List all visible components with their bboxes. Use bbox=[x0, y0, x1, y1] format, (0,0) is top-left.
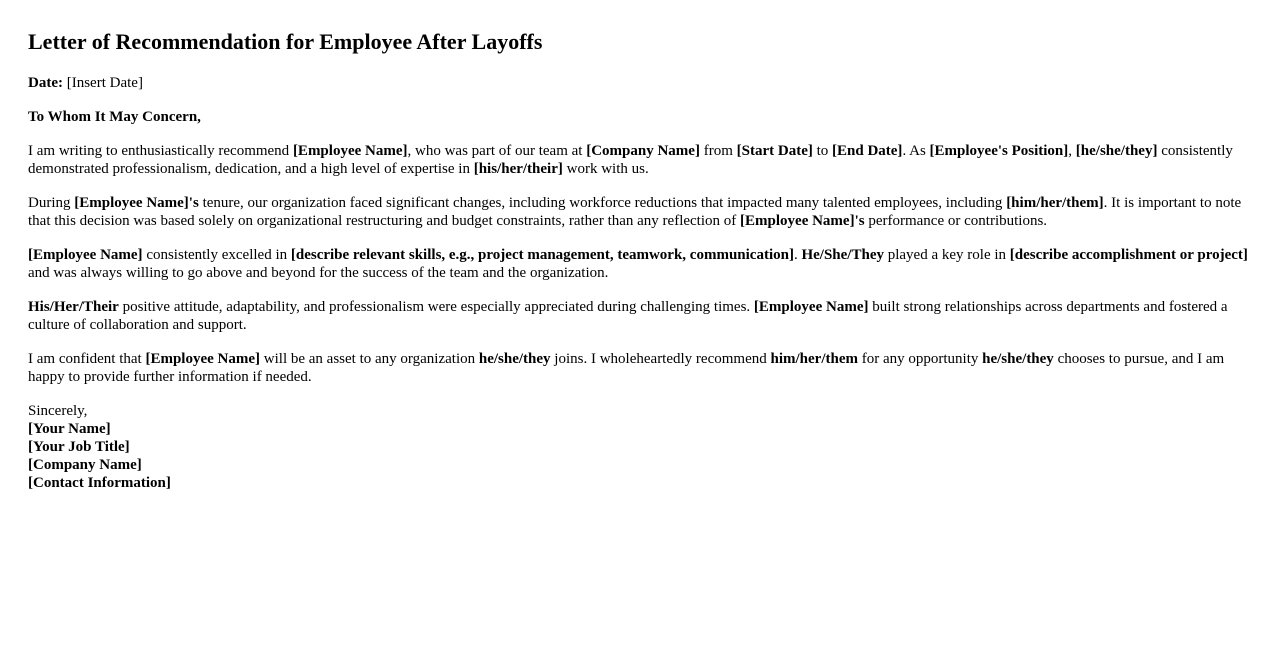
body-paragraph bbox=[28, 350, 1250, 386]
signer-contact: [Contact Information] bbox=[28, 475, 171, 491]
body-text: from bbox=[699, 143, 737, 159]
body-text: will be an asset to any organization bbox=[260, 351, 479, 367]
body-text: for any opportunity bbox=[857, 351, 983, 367]
date-value: [Insert Date] bbox=[62, 75, 143, 91]
body-text: work with us. bbox=[562, 161, 649, 177]
body-text: . As bbox=[902, 143, 930, 159]
body-text: joins. I wholeheartedly recommend bbox=[550, 351, 771, 367]
body-text: , bbox=[1068, 143, 1076, 159]
body-text: . bbox=[793, 247, 802, 263]
placeholder-text: [Employee Name] bbox=[28, 247, 143, 263]
placeholder-text: [his/her/their] bbox=[473, 161, 563, 177]
letter-document bbox=[28, 28, 1250, 492]
body-text: and was always willing to go above and beyond for the success of the team and the organization. bbox=[28, 265, 609, 281]
placeholder-text: His/Her/Their bbox=[28, 299, 119, 315]
letter-body bbox=[28, 142, 1250, 386]
placeholder-text: [End Date] bbox=[832, 143, 903, 159]
date-line bbox=[28, 74, 1250, 92]
body-text: played a key role in bbox=[883, 247, 1010, 263]
placeholder-text: [him/her/them] bbox=[1006, 195, 1104, 211]
body-text: consistently excelled in bbox=[142, 247, 291, 263]
signer-company: [Company Name] bbox=[28, 457, 142, 473]
body-text: positive attitude, adaptability, and professionalism were especially appreciated during challenging times. bbox=[118, 299, 754, 315]
body-text: to bbox=[812, 143, 833, 159]
date-label: Date: bbox=[28, 75, 63, 91]
placeholder-text: [Employee Name] bbox=[753, 299, 869, 315]
body-text: During bbox=[28, 195, 75, 211]
placeholder-text: [Employee Name] bbox=[145, 351, 261, 367]
body-text: I am writing to enthusiastically recommend bbox=[28, 143, 293, 159]
placeholder-text: [Employee's Position] bbox=[929, 143, 1069, 159]
letter-title: Letter of Recommendation for Employee After Layoffs bbox=[28, 29, 543, 54]
body-text: tenure, our organization faced significant changes, including workforce reductions that impacted many talented employees, including bbox=[198, 195, 1007, 211]
placeholder-text: He/She/They bbox=[801, 247, 884, 263]
body-paragraph bbox=[28, 142, 1250, 178]
body-text: consistently demonstrated professionalism, dedication, and a high level of expertise in bbox=[28, 143, 1233, 177]
body-text: built strong relationships across departments and fostered a culture of collaboration and support. bbox=[28, 299, 1228, 333]
placeholder-text: [he/she/they] bbox=[1075, 143, 1158, 159]
body-text: I am confident that bbox=[28, 351, 146, 367]
placeholder-text: [Start Date] bbox=[736, 143, 813, 159]
placeholder-text: [Employee Name]'s bbox=[74, 195, 199, 211]
body-text: , who was part of our team at bbox=[407, 143, 587, 159]
placeholder-text: him/her/them bbox=[770, 351, 858, 367]
body-text: . It is important to note that this decision was based solely on organizational restructuring and budget constraints, rather than any reflection of bbox=[28, 195, 1242, 229]
salutation: To Whom It May Concern, bbox=[28, 109, 201, 125]
placeholder-text: [Employee Name] bbox=[292, 143, 408, 159]
signer-job-title: [Your Job Title] bbox=[28, 439, 130, 455]
body-text: chooses to pursue, and I am happy to provide further information if needed. bbox=[28, 351, 1225, 385]
placeholder-text: [Company Name] bbox=[586, 143, 700, 159]
body-paragraph bbox=[28, 298, 1250, 334]
closing-block bbox=[28, 402, 1250, 492]
body-text: performance or contributions. bbox=[864, 213, 1048, 229]
placeholder-text: [Employee Name]'s bbox=[740, 213, 865, 229]
sign-off: Sincerely, bbox=[28, 403, 88, 419]
placeholder-text: he/she/they bbox=[982, 351, 1054, 367]
signer-name: [Your Name] bbox=[28, 421, 111, 437]
body-paragraph bbox=[28, 194, 1250, 230]
placeholder-text: he/she/they bbox=[478, 351, 551, 367]
body-paragraph bbox=[28, 246, 1250, 282]
placeholder-text: [describe relevant skills, e.g., project management, teamwork, communication] bbox=[290, 247, 794, 263]
placeholder-text: [describe accomplishment or project] bbox=[1009, 247, 1248, 263]
